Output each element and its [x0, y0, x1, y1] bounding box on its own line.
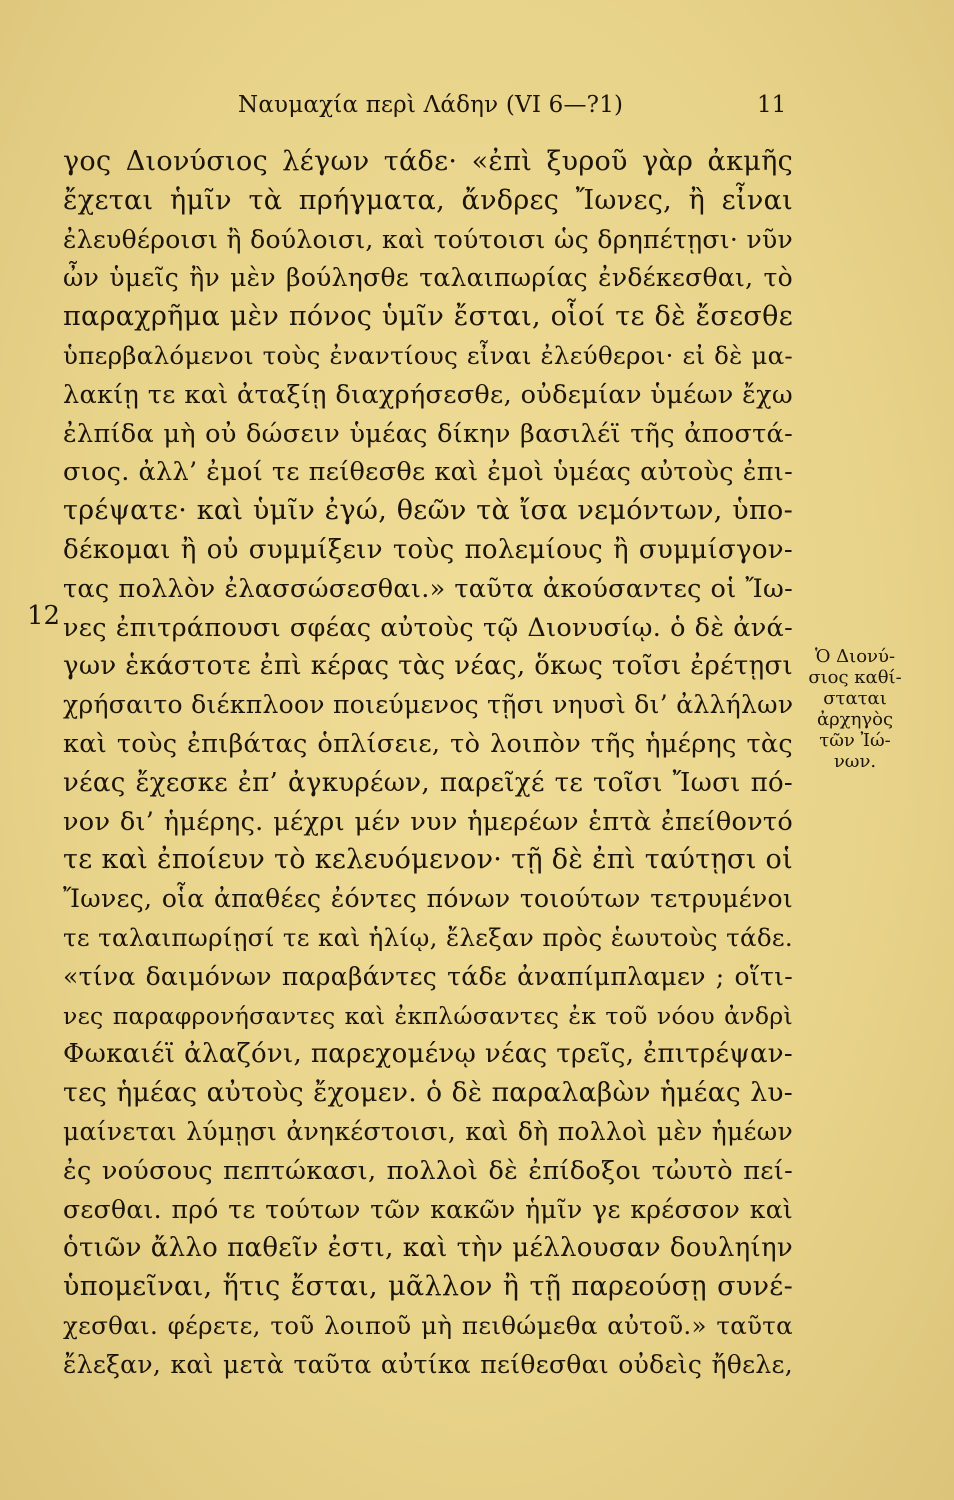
text-line: νον δι’ ἡμέρης. μέχρι μέν νυν ἡμερέων ἑπτὰ ἐπείθοντό — [63, 806, 793, 837]
text-line: τε ταλαιπωρίῃσί τε καὶ ἡλίῳ, ἔλεξαν πρὸς ἑωυτοὺς τάδε. — [63, 922, 793, 952]
text-line: νες παραφρονήσαντες καὶ ἐκπλώσαντες ἐκ τοῦ νόου ἀνδρὶ — [63, 1001, 793, 1030]
margin-note-line: Ὁ Διονύ- — [814, 646, 896, 667]
page-number: 11 — [757, 92, 787, 118]
margin-note-line: σταται — [823, 688, 887, 709]
text-line: ἐς νούσους πεπτώκασι, πολλοὶ δὲ ἐπίδοξοι τὠυτὸ πεί- — [63, 1155, 793, 1186]
text-line: γος Διονύσιος λέγων τάδε· «ἐπὶ ξυροῦ γὰρ ἀκμῆς — [63, 146, 793, 177]
text-line: ὑπερβαλόμενοι τοὺς ἐναντίους εἶναι ἐλεύθεροι· εἰ δὲ μα- — [63, 340, 793, 370]
text-line: ὁτιῶν ἄλλο παθεῖν ἐστι, καὶ τὴν μέλλουσαν δουληίην — [63, 1233, 793, 1264]
text-line: ὦν ὑμεῖς ἢν μὲν βούλησθε ταλαιπωρίας ἐνδέκεσθαι, τὸ — [63, 263, 793, 293]
text-line: ὑπομεῖναι, ἥτις ἔσται, μᾶλλον ἢ τῇ παρεούσῃ συνέ- — [63, 1271, 793, 1303]
text-line: ἐλπίδα μὴ οὐ δώσειν ὑμέας δίκην βασιλέϊ τῆς ἀποστά- — [63, 418, 793, 449]
margin-note-line: ἀρχηγὸς — [816, 709, 894, 730]
text-line: τας πολλὸν ἐλασσώσεσθαι.» ταῦτα ἀκούσαντες οἱ Ἴω- — [63, 573, 793, 604]
main-text — [63, 143, 793, 1385]
text-line: καὶ τοὺς ἐπιβάτας ὁπλίσειε, τὸ λοιπὸν τῆς ἡμέρης τὰς — [63, 728, 793, 759]
text-line: σιος. ἀλλ’ ἐμοί τε πείθεσθε καὶ ἐμοὶ ὑμέας αὐτοὺς ἐπι- — [63, 457, 793, 488]
text-line: τε καὶ ἐποίευν τὸ κελευόμενον· τῇ δὲ ἐπὶ ταύτῃσι οἱ — [63, 844, 793, 876]
margin-note-line: τῶν Ἰώ- — [819, 730, 891, 751]
page-header — [0, 92, 954, 122]
text-line: Φωκαιέϊ ἀλαζόνι, παρεχομένῳ νέας τρεῖς, ἐπιτρέψαν- — [63, 1039, 793, 1070]
text-line: δέκομαι ἢ οὐ συμμίξειν τοὺς πολεμίους ἢ συμμίσγον- — [63, 534, 793, 565]
text-line: χεσθαι. φέρετε, τοῦ λοιποῦ μὴ πειθώμεθα αὐτοῦ.» ταῦτα — [63, 1310, 793, 1340]
text-line: τες ἡμέας αὐτοὺς ἔχομεν. ὁ δὲ παραλαβὼν ἡμέας λυ- — [63, 1077, 793, 1109]
text-line: ἔχεται ἡμῖν τὰ πρήγματα, ἄνδρες Ἴωνες, ἢ εἶναι — [63, 184, 793, 216]
text-line: «τίνα δαιμόνων παραβάντες τάδε ἀναπίμπλαμεν ; οἵτι- — [63, 961, 793, 991]
text-line: τρέψατε· καὶ ὑμῖν ἐγώ, θεῶν τὰ ἴσα νεμόντων, ὑπο- — [63, 495, 793, 527]
margin-note — [800, 646, 910, 772]
text-line: νέας ἔχεσκε ἐπ’ ἀγκυρέων, παρεῖχέ τε τοῖσι Ἴωσι πό- — [63, 767, 793, 798]
text-line: μαίνεται λύμῃσι ἀνηκέστοισι, καὶ δὴ πολλοὶ μὲν ἡμέων — [63, 1116, 793, 1146]
margin-note-line: σιος καθί- — [808, 667, 902, 688]
text-line: Ἴωνες, οἷα ἀπαθέες ἐόντες πόνων τοιούτων τετρυμένοι — [63, 884, 793, 914]
running-title: Ναυμαχία περὶ Λάδην (VI 6—?1) — [238, 92, 624, 118]
text-line: γων ἑκάστοτε ἐπὶ κέρας τὰς νέας, ὅκως τοῖσι ἐρέτῃσι — [63, 651, 793, 682]
section-number: 12 — [27, 601, 61, 631]
text-line: νες ἐπιτράπουσι σφέας αὐτοὺς τῷ Διονυσίῳ. ὁ δὲ ἀνά- — [63, 612, 793, 643]
text-line: ἐλευθέροισι ἢ δούλοισι, καὶ τούτοισι ὡς δρηπέτῃσι· νῦν — [63, 224, 793, 254]
text-line: χρήσαιτο διέκπλοον ποιεύμενος τῇσι νηυσὶ δι’ ἀλλήλων — [63, 690, 793, 720]
text-line: παραχρῆμα μὲν πόνος ὑμῖν ἔσται, οἷοί τε δὲ ἔσεσθε — [63, 301, 793, 333]
text-line: λακίῃ τε καὶ ἀταξίῃ διαχρήσεσθε, οὐδεμίαν ὑμέων ἔχω — [63, 379, 793, 410]
text-line: ἔλεξαν, καὶ μετὰ ταῦτα αὐτίκα πείθεσθαι οὐδεὶς ἤθελε, — [63, 1349, 793, 1379]
margin-note-line: νων. — [833, 751, 877, 772]
text-line: σεσθαι. πρό τε τούτων τῶν κακῶν ἡμῖν γε κρέσσον καὶ — [63, 1194, 793, 1224]
